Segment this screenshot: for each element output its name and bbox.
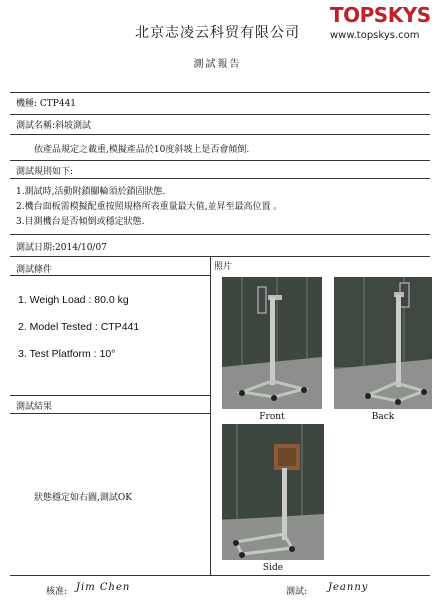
front-caption: Front [259, 412, 285, 422]
test-date: 測試日期:2014/10/07 [16, 243, 107, 253]
condition-item: 3. Test Platform : 10° [18, 348, 116, 360]
tester-signature: Jeanny [328, 582, 369, 593]
divider [10, 160, 430, 161]
divider [10, 92, 430, 93]
divider [10, 413, 210, 414]
rule-item: 1.測試時,活動附鎖腳輪須於鎖固狀態. [16, 187, 166, 197]
conditions-label: 測試條件 [16, 265, 53, 275]
test-name-field: 測試名稱:斜坡測試 [16, 121, 92, 131]
tester-label: 測試: [286, 587, 308, 597]
side-caption: Side [262, 563, 284, 573]
test-description: 依產品規定之載重,模擬產品於10度斜坡上是否會傾倒. [34, 145, 250, 155]
model-field: 機種: CTP441 [16, 99, 77, 109]
back-photo [334, 277, 432, 409]
back-caption: Back [371, 412, 395, 422]
result-label: 測試結果 [16, 402, 53, 412]
rule-item: 3.目測機台是否傾倒或穩定狀態. [16, 217, 145, 227]
rules-title: 測試規則如下: [16, 167, 74, 177]
company-name: 北京志凌云科贸有限公司 [135, 25, 300, 41]
rule-item: 2.機台面板需模擬配重按照規格所表重量最大值,並昇至最高位置 。 [16, 202, 283, 212]
approve-label: 核准: [46, 587, 68, 597]
divider [10, 234, 430, 235]
photos-label: 照片 [214, 262, 233, 272]
divider [10, 575, 430, 576]
condition-item: 2. Model Tested : CTP441 [18, 321, 140, 333]
divider [10, 395, 210, 396]
condition-item: 1. Weigh Load : 80.0 kg [18, 294, 129, 306]
brand-logo [330, 4, 430, 41]
divider [10, 256, 430, 257]
brand-website: www.topskys.com [330, 30, 420, 41]
report-title: 測試報告 [193, 59, 242, 70]
divider [10, 114, 430, 115]
column-divider [210, 256, 211, 575]
front-photo [222, 277, 322, 409]
divider [10, 134, 430, 135]
approver-signature: Jim Chen [76, 582, 131, 593]
side-photo [222, 424, 324, 560]
divider [10, 275, 210, 276]
divider [10, 178, 430, 179]
brand-wordmark: TOPSKYS [330, 3, 431, 27]
result-text: 狀態穩定如右圖,測試OK [34, 493, 132, 503]
